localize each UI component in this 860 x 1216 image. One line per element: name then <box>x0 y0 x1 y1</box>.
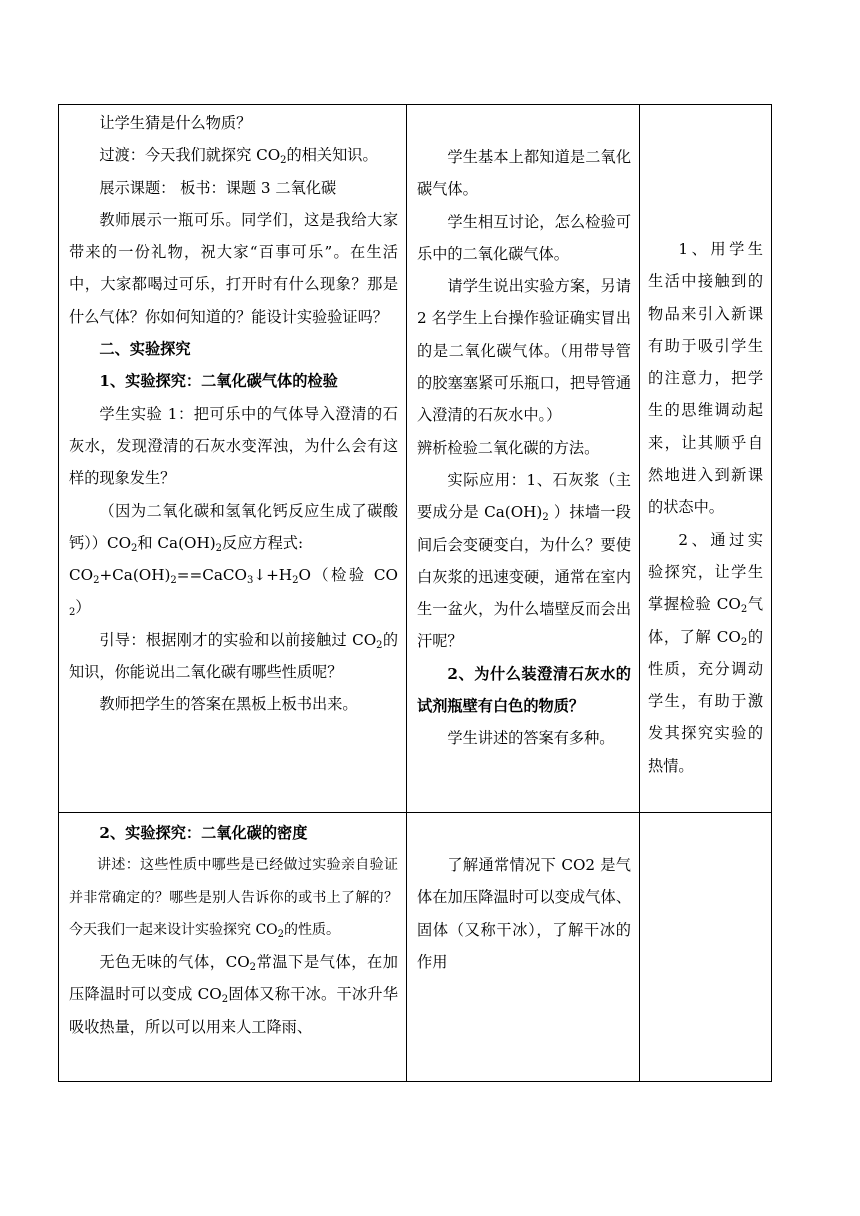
paragraph: 2、为什么装澄清石灰水的试剂瓶壁有白色的物质？ <box>417 664 631 716</box>
paragraph: 无色无味的气体，$CO_2$常温下是气体，在加压降温时可以变成 $CO_2$固体又称干冰。干冰升华吸收热量，所以可以用来人工降雨、 <box>69 953 399 1036</box>
paragraph: 过渡：今天我们就探究 $CO_2$的相关知识。 <box>99 146 378 167</box>
table-row <box>59 813 772 1082</box>
student-activity-cell <box>407 105 640 813</box>
paragraph: （因为二氧化碳和氢氧化钙反应生成了碳酸钙））$CO_2$和 $Ca(OH)_2$反应方程式: <box>69 501 398 554</box>
paragraph: 了解通常情况下 CO2 是气体在加压降温时可以变成气体、固体（又称干冰），了解干冰的作用 <box>417 856 631 971</box>
section-heading: 二、实验探究 <box>99 340 191 359</box>
paragraph: 辨析检验二氧化碳的方法。 <box>417 438 600 457</box>
paragraph: 1、用学生生活中接触到的物品来引入新课有助于吸引学生的注意力，把学生的思维调动起来，让其顺乎自然地进入到新课的状态中。 <box>648 240 763 517</box>
teacher-activity-cell <box>59 813 407 1082</box>
paragraph: 请学生说出实验方案，另请 2 名学生上台操作验证确实冒出的是二氧化碳气体。（用带导管的胶塞塞紧可乐瓶口，把导管通入澄清的石灰水中。） <box>417 277 631 425</box>
paragraph: 展示课题： 板书：课题 3 二氧化碳 <box>99 178 337 197</box>
design-intent-cell <box>640 105 772 813</box>
teacher-activity-cell <box>59 105 407 813</box>
paragraph: 讲述：这些性质中哪些是已经做过实验亲自验证并非常确定的？哪些是别人告诉你的或书上了解的？今天我们一起来设计实验探究 $CO_2$的性质。 <box>69 857 398 940</box>
table-row <box>59 105 772 813</box>
paragraph: 教师把学生的答案在黑板上板书出来。 <box>99 695 358 714</box>
paragraph: 学生基本上都知道是二氧化碳气体。 <box>417 148 631 199</box>
paragraph: 教师展示一瓶可乐。同学们，这是我给大家带来的一份礼物，祝大家“百事可乐”。在生活中，大家都喝过可乐，打开时有什么现象？那是什么气体？你如何知道的？能设计实验验证吗？ <box>69 210 398 326</box>
paragraph: 让学生猜是什么物质？ <box>99 114 252 132</box>
paragraph: 引导：根据刚才的实验和以前接触过 $CO_2$的知识，你能说出二氧化碳有哪些性质呢？ <box>69 630 399 682</box>
student-activity-cell <box>407 813 640 1082</box>
paragraph: 实际应用：1、石灰浆（主要成分是 $Ca(OH)_2$ ）抹墙一段间后会变硬变白，为什么？要使白灰浆的迅速变硬，通常在室内生一盆火，为什么墙壁反而会出汗呢？ <box>417 470 631 651</box>
paragraph: 学生实验 1：把可乐中的气体导入澄清的石灰水，发现澄清的石灰水变浑浊，为什么会有这样的现象发生？ <box>69 404 398 488</box>
paragraph: 2、通过实验探究，让学生掌握检验 $CO_2$气体，了解 $CO_2$的性质，充分调动学生，有助于激发其探究实验的热情。 <box>648 530 764 775</box>
section-heading: 2、实验探究：二氧化碳的密度 <box>99 824 308 842</box>
chemical-equation: $CO_2+Ca(OH)_2==CaCO_3↓+H_2O$（检验 $CO_2$） <box>69 566 398 619</box>
design-intent-cell <box>640 813 772 1082</box>
section-heading: 1、实验探究：二氧化碳气体的检验 <box>99 372 338 391</box>
paragraph: 学生相互讨论，怎么检验可乐中的二氧化碳气体。 <box>417 212 631 263</box>
lesson-plan-table <box>58 104 772 1082</box>
paragraph: 学生讲述的答案有多种。 <box>447 729 615 748</box>
